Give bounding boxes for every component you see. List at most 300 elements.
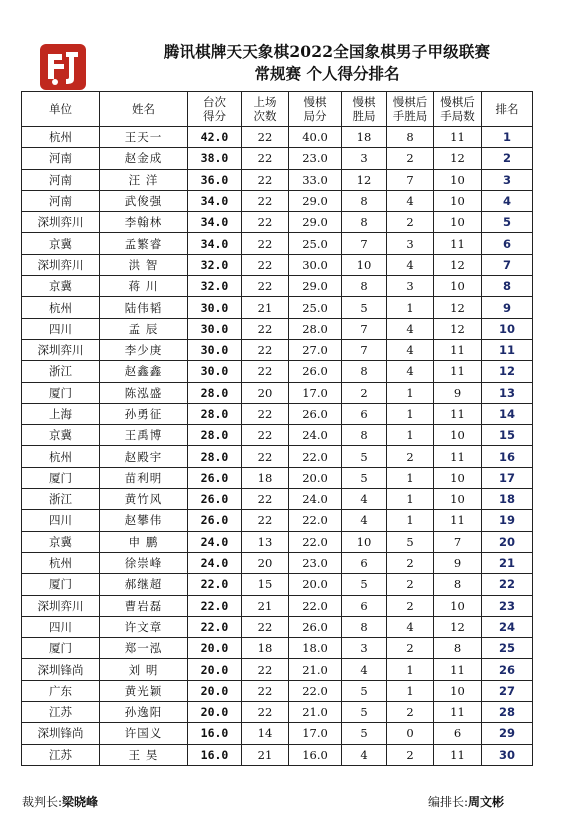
cell-name: 孟繁睿 <box>100 233 188 254</box>
cell-rank: 12 <box>482 361 533 382</box>
cell-slow-second-wins: 1 <box>387 510 434 531</box>
cell-slow-wins: 4 <box>342 489 387 510</box>
cell-games: 22 <box>242 212 289 233</box>
table-row <box>22 552 533 573</box>
table-row <box>22 212 533 233</box>
cell-slow-score: 24.0 <box>289 489 342 510</box>
cell-slow-wins: 6 <box>342 595 387 616</box>
cell-slow-second-wins: 7 <box>387 169 434 190</box>
cell-score: 28.0 <box>188 446 242 467</box>
cell-unit: 河南 <box>22 169 100 190</box>
cell-unit: 杭州 <box>22 446 100 467</box>
cell-slow-score: 27.0 <box>289 339 342 360</box>
cell-score: 34.0 <box>188 233 242 254</box>
cell-unit: 深圳弈川 <box>22 212 100 233</box>
cell-name: 汪 洋 <box>100 169 188 190</box>
header-score: 台次 得分 <box>188 92 242 127</box>
table-row <box>22 510 533 531</box>
cell-rank: 28 <box>482 702 533 723</box>
cell-slow-second-games: 11 <box>434 510 482 531</box>
cell-slow-score: 26.0 <box>289 403 342 424</box>
header-slow-wins: 慢棋 胜局 <box>342 92 387 127</box>
cell-games: 22 <box>242 190 289 211</box>
table-row <box>22 403 533 424</box>
cell-score: 22.0 <box>188 574 242 595</box>
cell-games: 22 <box>242 616 289 637</box>
header-slow-second-wins: 慢棋后 手胜局 <box>387 92 434 127</box>
arranger-label: 编排长: <box>428 795 469 809</box>
cell-score: 30.0 <box>188 297 242 318</box>
cell-score: 28.0 <box>188 425 242 446</box>
cell-games: 22 <box>242 510 289 531</box>
cell-rank: 30 <box>482 744 533 765</box>
ranking-table <box>21 91 533 766</box>
cell-slow-second-games: 6 <box>434 723 482 744</box>
cell-unit: 杭州 <box>22 297 100 318</box>
cell-rank: 21 <box>482 552 533 573</box>
cell-name: 赵攀伟 <box>100 510 188 531</box>
cell-rank: 25 <box>482 638 533 659</box>
cell-score: 30.0 <box>188 318 242 339</box>
cell-slow-second-wins: 8 <box>387 127 434 148</box>
cell-name: 武俊强 <box>100 190 188 211</box>
cell-slow-score: 26.0 <box>289 616 342 637</box>
cell-rank: 5 <box>482 212 533 233</box>
cell-rank: 20 <box>482 531 533 552</box>
table-row <box>22 382 533 403</box>
table-row <box>22 638 533 659</box>
cell-score: 20.0 <box>188 680 242 701</box>
cell-score: 30.0 <box>188 361 242 382</box>
cell-name: 孙勇征 <box>100 403 188 424</box>
cell-slow-second-games: 10 <box>434 276 482 297</box>
cell-score: 28.0 <box>188 382 242 403</box>
cell-slow-wins: 7 <box>342 339 387 360</box>
cell-score: 20.0 <box>188 638 242 659</box>
table-row <box>22 127 533 148</box>
cell-slow-second-games: 11 <box>434 233 482 254</box>
cell-score: 16.0 <box>188 723 242 744</box>
cell-unit: 上海 <box>22 403 100 424</box>
cell-slow-wins: 5 <box>342 467 387 488</box>
cell-name: 王 昊 <box>100 744 188 765</box>
cell-slow-wins: 8 <box>342 190 387 211</box>
cell-games: 14 <box>242 723 289 744</box>
cell-slow-score: 22.0 <box>289 446 342 467</box>
cell-unit: 京冀 <box>22 425 100 446</box>
cell-unit: 四川 <box>22 318 100 339</box>
table-row <box>22 595 533 616</box>
table-row <box>22 744 533 765</box>
cell-rank: 29 <box>482 723 533 744</box>
cell-rank: 15 <box>482 425 533 446</box>
cell-slow-wins: 8 <box>342 361 387 382</box>
cell-slow-score: 29.0 <box>289 190 342 211</box>
cell-slow-second-wins: 5 <box>387 531 434 552</box>
cell-unit: 浙江 <box>22 489 100 510</box>
cell-slow-second-wins: 4 <box>387 318 434 339</box>
cell-games: 22 <box>242 148 289 169</box>
table-row <box>22 446 533 467</box>
table-header-row <box>22 92 533 127</box>
cell-games: 20 <box>242 382 289 403</box>
cell-unit: 深圳弈川 <box>22 254 100 275</box>
cell-games: 21 <box>242 744 289 765</box>
table-row <box>22 680 533 701</box>
cell-games: 22 <box>242 127 289 148</box>
cell-games: 20 <box>242 552 289 573</box>
cell-unit: 杭州 <box>22 127 100 148</box>
cell-slow-second-games: 11 <box>434 339 482 360</box>
cell-rank: 22 <box>482 574 533 595</box>
cell-slow-score: 17.0 <box>289 382 342 403</box>
cell-name: 黄光颖 <box>100 680 188 701</box>
referee-signature <box>22 793 98 810</box>
table-row <box>22 425 533 446</box>
cell-slow-score: 21.0 <box>289 659 342 680</box>
table-row <box>22 276 533 297</box>
header-slow-score: 慢棋 局分 <box>289 92 342 127</box>
page-subtitle: 常规赛 个人得分排名 <box>254 64 400 83</box>
cell-games: 22 <box>242 276 289 297</box>
cell-slow-second-wins: 2 <box>387 446 434 467</box>
cell-games: 22 <box>242 233 289 254</box>
cell-slow-score: 29.0 <box>289 212 342 233</box>
cell-slow-second-games: 12 <box>434 318 482 339</box>
cell-slow-wins: 8 <box>342 212 387 233</box>
header-name: 姓名 <box>100 92 188 127</box>
cell-unit: 河南 <box>22 148 100 169</box>
table-row <box>22 297 533 318</box>
cell-score: 38.0 <box>188 148 242 169</box>
cell-rank: 1 <box>482 127 533 148</box>
cell-unit: 四川 <box>22 616 100 637</box>
page-title: 腾讯棋牌天天象棋2022全国象棋男子甲级联赛 <box>163 42 491 61</box>
cell-slow-score: 26.0 <box>289 361 342 382</box>
cell-rank: 4 <box>482 190 533 211</box>
cell-slow-second-games: 10 <box>434 425 482 446</box>
cell-slow-second-wins: 4 <box>387 190 434 211</box>
cell-slow-score: 20.0 <box>289 574 342 595</box>
cell-slow-wins: 4 <box>342 744 387 765</box>
referee-name: 梁晓峰 <box>62 795 99 809</box>
cell-games: 18 <box>242 467 289 488</box>
header-games: 上场 次数 <box>242 92 289 127</box>
cell-slow-second-games: 11 <box>434 702 482 723</box>
table-row <box>22 148 533 169</box>
cell-unit: 深圳锋尚 <box>22 723 100 744</box>
cell-slow-wins: 6 <box>342 552 387 573</box>
cell-unit: 厦门 <box>22 574 100 595</box>
cell-slow-second-wins: 1 <box>387 680 434 701</box>
table-row <box>22 574 533 595</box>
cell-name: 陈泓盛 <box>100 382 188 403</box>
cell-games: 13 <box>242 531 289 552</box>
cell-rank: 11 <box>482 339 533 360</box>
cell-slow-second-wins: 1 <box>387 489 434 510</box>
cell-games: 22 <box>242 318 289 339</box>
cell-rank: 19 <box>482 510 533 531</box>
cell-slow-wins: 4 <box>342 659 387 680</box>
cell-rank: 2 <box>482 148 533 169</box>
cell-rank: 7 <box>482 254 533 275</box>
cell-rank: 26 <box>482 659 533 680</box>
header-rank: 排名 <box>482 92 533 127</box>
cell-slow-wins: 5 <box>342 446 387 467</box>
cell-unit: 京冀 <box>22 531 100 552</box>
table-row <box>22 233 533 254</box>
cell-name: 王禹博 <box>100 425 188 446</box>
cell-slow-second-wins: 1 <box>387 297 434 318</box>
cell-rank: 9 <box>482 297 533 318</box>
cell-slow-second-games: 8 <box>434 574 482 595</box>
cell-games: 21 <box>242 297 289 318</box>
cell-games: 22 <box>242 680 289 701</box>
cell-slow-score: 22.0 <box>289 595 342 616</box>
cell-score: 30.0 <box>188 339 242 360</box>
cell-games: 21 <box>242 595 289 616</box>
cell-score: 36.0 <box>188 169 242 190</box>
cell-slow-second-games: 11 <box>434 361 482 382</box>
cell-slow-wins: 10 <box>342 531 387 552</box>
cell-rank: 6 <box>482 233 533 254</box>
cell-score: 42.0 <box>188 127 242 148</box>
cell-slow-wins: 12 <box>342 169 387 190</box>
cell-games: 22 <box>242 446 289 467</box>
cell-slow-wins: 8 <box>342 425 387 446</box>
table-row <box>22 467 533 488</box>
cell-unit: 浙江 <box>22 361 100 382</box>
cell-name: 赵殿宇 <box>100 446 188 467</box>
cell-slow-wins: 3 <box>342 638 387 659</box>
cell-slow-second-wins: 4 <box>387 254 434 275</box>
cell-unit: 京冀 <box>22 276 100 297</box>
header-unit: 单位 <box>22 92 100 127</box>
cell-slow-second-games: 9 <box>434 552 482 573</box>
cell-name: 陆伟韬 <box>100 297 188 318</box>
cell-name: 王天一 <box>100 127 188 148</box>
cell-games: 22 <box>242 489 289 510</box>
cell-games: 22 <box>242 425 289 446</box>
cell-slow-wins: 7 <box>342 233 387 254</box>
cell-score: 26.0 <box>188 489 242 510</box>
cell-name: 孟 辰 <box>100 318 188 339</box>
cell-unit: 江苏 <box>22 744 100 765</box>
cell-score: 32.0 <box>188 254 242 275</box>
cell-slow-second-games: 11 <box>434 446 482 467</box>
cell-unit: 广东 <box>22 680 100 701</box>
cell-slow-second-wins: 3 <box>387 276 434 297</box>
cell-slow-second-games: 12 <box>434 616 482 637</box>
cell-rank: 16 <box>482 446 533 467</box>
cell-slow-wins: 8 <box>342 276 387 297</box>
cell-name: 孙逸阳 <box>100 702 188 723</box>
cell-name: 苗利明 <box>100 467 188 488</box>
cell-slow-score: 22.0 <box>289 510 342 531</box>
table-row <box>22 616 533 637</box>
cell-games: 18 <box>242 638 289 659</box>
cell-score: 26.0 <box>188 467 242 488</box>
table-row <box>22 489 533 510</box>
cell-slow-second-games: 9 <box>434 382 482 403</box>
cell-slow-wins: 3 <box>342 148 387 169</box>
cell-slow-score: 33.0 <box>289 169 342 190</box>
cell-slow-second-wins: 4 <box>387 361 434 382</box>
cell-slow-score: 25.0 <box>289 233 342 254</box>
cell-score: 24.0 <box>188 531 242 552</box>
cell-rank: 10 <box>482 318 533 339</box>
cell-games: 22 <box>242 403 289 424</box>
cell-name: 洪 智 <box>100 254 188 275</box>
cell-slow-score: 23.0 <box>289 552 342 573</box>
cell-slow-second-wins: 2 <box>387 552 434 573</box>
cell-slow-second-games: 10 <box>434 467 482 488</box>
cell-score: 32.0 <box>188 276 242 297</box>
table-row <box>22 702 533 723</box>
cell-slow-wins: 5 <box>342 702 387 723</box>
cell-slow-wins: 5 <box>342 680 387 701</box>
cell-score: 34.0 <box>188 212 242 233</box>
cell-slow-second-wins: 1 <box>387 467 434 488</box>
cell-name: 刘 明 <box>100 659 188 680</box>
cell-slow-second-games: 10 <box>434 190 482 211</box>
cell-slow-second-games: 11 <box>434 403 482 424</box>
cell-slow-second-wins: 0 <box>387 723 434 744</box>
table-row <box>22 531 533 552</box>
cell-slow-wins: 10 <box>342 254 387 275</box>
cell-slow-second-games: 10 <box>434 169 482 190</box>
cell-slow-second-wins: 1 <box>387 382 434 403</box>
cell-unit: 厦门 <box>22 638 100 659</box>
cell-unit: 京冀 <box>22 233 100 254</box>
cell-slow-second-wins: 2 <box>387 148 434 169</box>
table-row <box>22 190 533 211</box>
table-row <box>22 169 533 190</box>
cell-slow-second-games: 7 <box>434 531 482 552</box>
cell-score: 22.0 <box>188 616 242 637</box>
arranger-name: 周文彬 <box>468 795 505 809</box>
cell-name: 赵金成 <box>100 148 188 169</box>
cell-slow-score: 28.0 <box>289 318 342 339</box>
cell-name: 郝继超 <box>100 574 188 595</box>
table-row <box>22 318 533 339</box>
cell-unit: 厦门 <box>22 382 100 403</box>
cell-slow-second-wins: 2 <box>387 702 434 723</box>
cell-slow-second-wins: 2 <box>387 595 434 616</box>
cell-name: 蒋 川 <box>100 276 188 297</box>
cell-score: 26.0 <box>188 510 242 531</box>
cell-slow-score: 29.0 <box>289 276 342 297</box>
cell-name: 李少庚 <box>100 339 188 360</box>
cell-score: 24.0 <box>188 552 242 573</box>
cell-slow-second-games: 11 <box>434 127 482 148</box>
cell-slow-second-wins: 2 <box>387 212 434 233</box>
cell-unit: 深圳弈川 <box>22 595 100 616</box>
cell-slow-second-wins: 1 <box>387 403 434 424</box>
cell-name: 郑一泓 <box>100 638 188 659</box>
cell-slow-wins: 5 <box>342 723 387 744</box>
cell-games: 15 <box>242 574 289 595</box>
cell-slow-score: 22.0 <box>289 680 342 701</box>
arranger-signature <box>428 793 504 810</box>
cell-slow-second-games: 10 <box>434 489 482 510</box>
cell-slow-second-wins: 1 <box>387 425 434 446</box>
cell-name: 徐崇峰 <box>100 552 188 573</box>
cell-unit: 厦门 <box>22 467 100 488</box>
cell-slow-second-games: 12 <box>434 254 482 275</box>
cell-slow-wins: 6 <box>342 403 387 424</box>
cell-slow-second-wins: 2 <box>387 744 434 765</box>
cell-slow-second-wins: 4 <box>387 339 434 360</box>
cell-name: 申 鹏 <box>100 531 188 552</box>
cell-slow-score: 16.0 <box>289 744 342 765</box>
cell-rank: 14 <box>482 403 533 424</box>
cell-games: 22 <box>242 702 289 723</box>
cell-rank: 18 <box>482 489 533 510</box>
cell-slow-wins: 8 <box>342 616 387 637</box>
cell-name: 黄竹风 <box>100 489 188 510</box>
cell-unit: 江苏 <box>22 702 100 723</box>
cell-slow-score: 24.0 <box>289 425 342 446</box>
cell-rank: 8 <box>482 276 533 297</box>
table-row <box>22 254 533 275</box>
cell-slow-wins: 4 <box>342 510 387 531</box>
cell-slow-second-games: 10 <box>434 595 482 616</box>
cell-name: 许文章 <box>100 616 188 637</box>
cell-slow-score: 22.0 <box>289 531 342 552</box>
table-row <box>22 339 533 360</box>
cell-slow-second-games: 8 <box>434 638 482 659</box>
cell-name: 许国义 <box>100 723 188 744</box>
cell-score: 16.0 <box>188 744 242 765</box>
cell-games: 22 <box>242 361 289 382</box>
cell-slow-wins: 18 <box>342 127 387 148</box>
cell-slow-second-games: 12 <box>434 148 482 169</box>
cell-score: 20.0 <box>188 659 242 680</box>
cell-score: 20.0 <box>188 702 242 723</box>
cell-slow-second-games: 10 <box>434 212 482 233</box>
cell-unit: 深圳锋尚 <box>22 659 100 680</box>
cell-name: 曹岩磊 <box>100 595 188 616</box>
cell-slow-score: 18.0 <box>289 638 342 659</box>
cell-games: 22 <box>242 169 289 190</box>
cell-slow-score: 30.0 <box>289 254 342 275</box>
cell-slow-score: 21.0 <box>289 702 342 723</box>
chinese-chess-seal-icon <box>38 42 88 92</box>
table-row <box>22 659 533 680</box>
cell-slow-score: 17.0 <box>289 723 342 744</box>
cell-slow-wins: 2 <box>342 382 387 403</box>
cell-rank: 17 <box>482 467 533 488</box>
header-slow-second-games: 慢棋后 手局数 <box>434 92 482 127</box>
cell-games: 22 <box>242 339 289 360</box>
cell-rank: 13 <box>482 382 533 403</box>
cell-slow-second-games: 10 <box>434 680 482 701</box>
cell-slow-score: 25.0 <box>289 297 342 318</box>
cell-unit: 四川 <box>22 510 100 531</box>
cell-slow-second-games: 11 <box>434 744 482 765</box>
cell-rank: 3 <box>482 169 533 190</box>
cell-rank: 23 <box>482 595 533 616</box>
cell-games: 22 <box>242 254 289 275</box>
cell-score: 22.0 <box>188 595 242 616</box>
cell-slow-second-wins: 2 <box>387 574 434 595</box>
cell-slow-score: 40.0 <box>289 127 342 148</box>
cell-rank: 27 <box>482 680 533 701</box>
cell-score: 34.0 <box>188 190 242 211</box>
cell-rank: 24 <box>482 616 533 637</box>
cell-games: 22 <box>242 659 289 680</box>
